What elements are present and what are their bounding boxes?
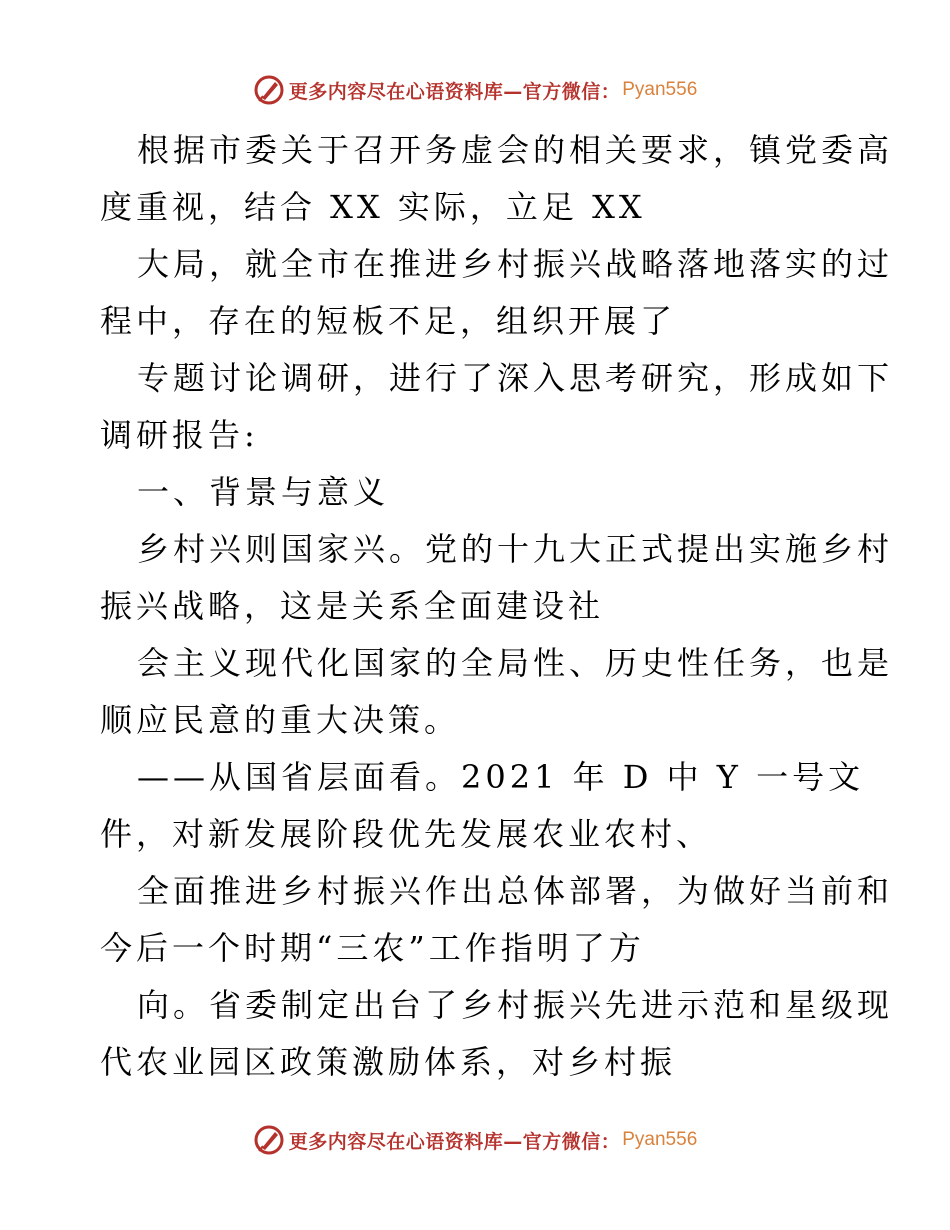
paragraph-first-line: 乡村兴则国家兴。党的十九大正式提出实施乡村	[137, 530, 894, 568]
paragraph	[100, 236, 894, 350]
paragraph-continuation: 度重视，结合 XX 实际，立足 XX	[100, 188, 646, 226]
paragraph	[100, 122, 894, 236]
paragraph-continuation: 调研报告:	[100, 416, 259, 454]
paragraph-first-line: 会主义现代化国家的全局性、历史性任务，也是	[137, 644, 894, 682]
paragraph	[100, 350, 894, 464]
paragraph-continuation: 振兴战略，这是关系全面建设社	[100, 587, 605, 625]
section-heading	[100, 464, 860, 521]
watermark-text: 更多内容尽在心语资料库—官方微信：	[288, 80, 621, 103]
paragraph-first-line: 大局，就全市在推进乡村振兴战略落地落实的过	[137, 245, 894, 283]
quill-logo-icon	[253, 74, 285, 106]
document-body	[100, 122, 894, 1091]
paragraph-first-line: 向。省委制定出台了乡村振兴先进示范和星级现	[137, 986, 894, 1024]
paragraph-continuation: 代农业园区政策激励体系，对乡村振	[100, 1043, 677, 1081]
paragraph-first-line: 根据市委关于召开务虚会的相关要求，镇党委高	[137, 131, 894, 169]
paragraph-continuation: 程中，存在的短板不足，组织开展了	[100, 302, 677, 340]
wechat-id: Pyan556	[622, 79, 698, 100]
paragraph-first-line: ——从国省层面看。2021 年 D 中 Y 一号文	[137, 758, 865, 796]
header-watermark-banner	[0, 70, 950, 110]
paragraph	[100, 635, 894, 749]
paragraph-continuation: 顺应民意的重大决策。	[100, 701, 461, 739]
watermark-text: 更多内容尽在心语资料库—官方微信：	[288, 1130, 621, 1153]
paragraph	[100, 521, 894, 635]
paragraph-first-line: 全面推进乡村振兴作出总体部署，为做好当前和	[137, 872, 894, 910]
paragraph-continuation: 今后一个时期“三农”工作指明了方	[100, 929, 645, 967]
quill-logo-icon	[253, 1124, 285, 1156]
heading-text: 一、背景与意义	[137, 473, 390, 511]
paragraph	[100, 863, 894, 977]
paragraph-continuation: 件，对新发展阶段优先发展农业农村、	[100, 815, 713, 853]
wechat-id: Pyan556	[622, 1129, 698, 1150]
paragraph-first-line: 专题讨论调研，进行了深入思考研究，形成如下	[137, 359, 894, 397]
paragraph	[100, 749, 865, 863]
footer-watermark-banner	[0, 1120, 950, 1160]
paragraph	[100, 977, 894, 1091]
